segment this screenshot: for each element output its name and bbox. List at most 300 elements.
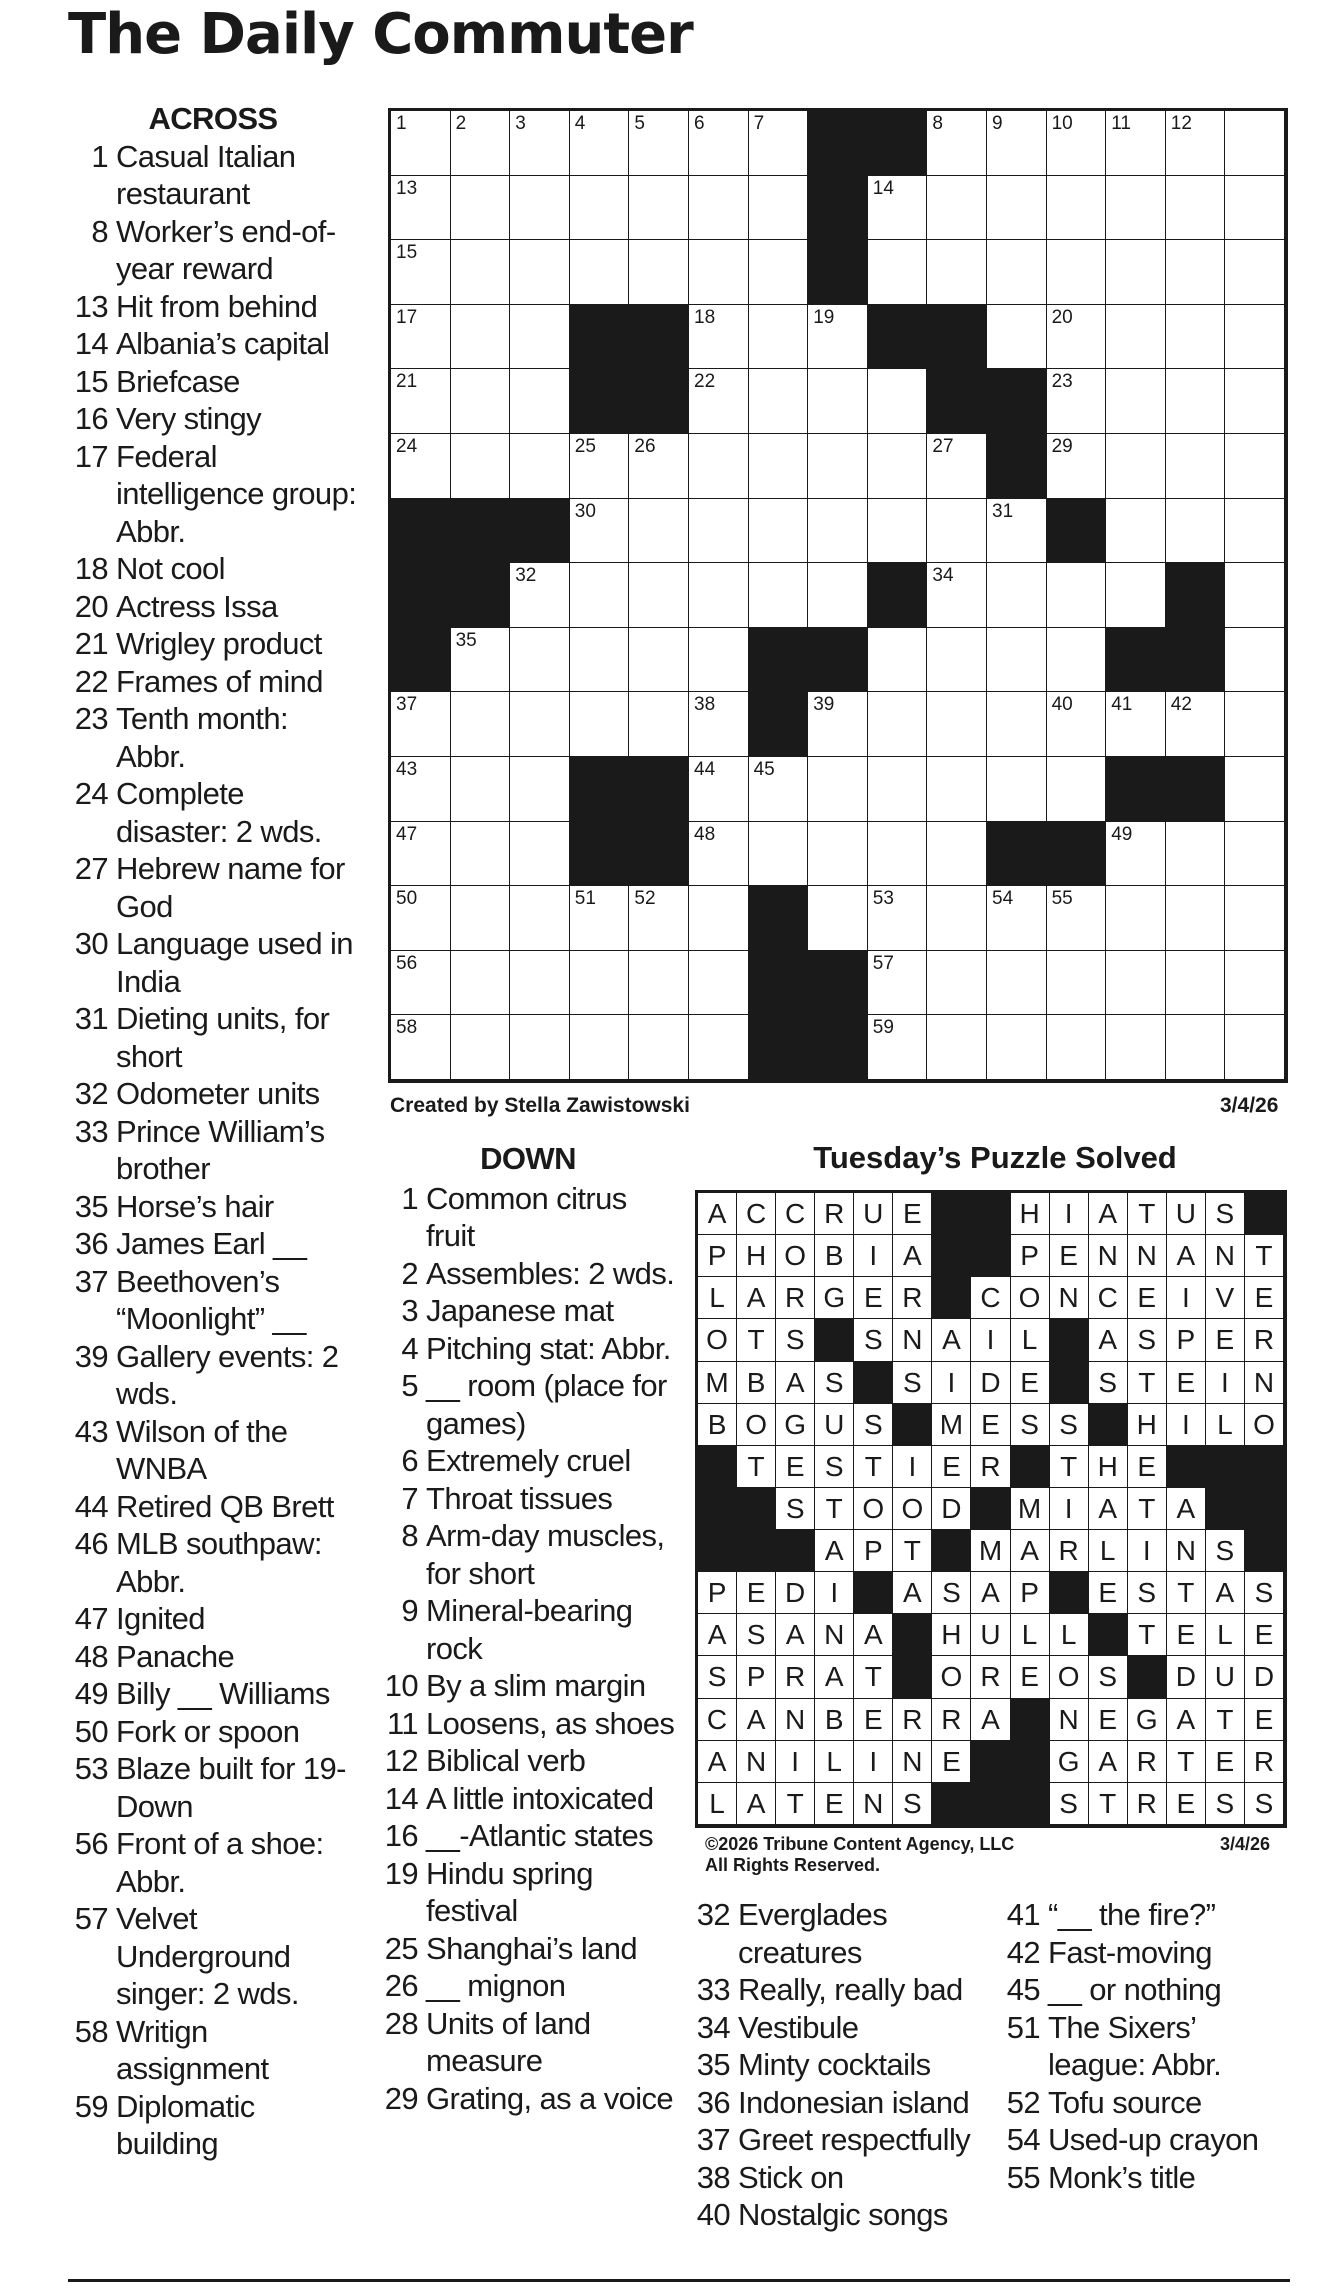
grid-cell[interactable]: [570, 563, 630, 628]
grid-cell[interactable]: [987, 240, 1047, 305]
grid-cell[interactable]: [629, 951, 689, 1016]
grid-cell[interactable]: [451, 176, 511, 241]
grid-cell[interactable]: [1225, 305, 1285, 370]
solved-cell: A: [1167, 1488, 1206, 1530]
grid-cell[interactable]: [927, 886, 987, 951]
grid-block: [510, 499, 570, 564]
clue-number: 14: [74, 326, 108, 361]
grid-cell[interactable]: [689, 434, 749, 499]
grid-cell[interactable]: [868, 822, 928, 887]
solved-cell: I: [854, 1235, 893, 1277]
clue-text: Used-up crayon: [1048, 2122, 1259, 2157]
grid-cell[interactable]: [868, 951, 928, 1016]
grid-cell[interactable]: [391, 757, 451, 822]
grid-cell[interactable]: [570, 886, 630, 951]
grid-cell[interactable]: [1047, 692, 1107, 757]
grid-cell[interactable]: [868, 692, 928, 757]
grid-cell[interactable]: [510, 240, 570, 305]
grid-cell[interactable]: [1225, 628, 1285, 693]
grid-cell[interactable]: [510, 886, 570, 951]
solved-cell: B: [698, 1404, 737, 1446]
grid-cell[interactable]: [629, 499, 689, 564]
solved-cell: T: [776, 1783, 815, 1825]
clue-number: 9: [401, 1593, 418, 1628]
grid-cell[interactable]: [391, 822, 451, 887]
clue-text: Common citrus fruit: [426, 1180, 627, 1253]
grid-cell[interactable]: [1166, 434, 1226, 499]
grid-cell[interactable]: [1166, 822, 1226, 887]
grid-cell[interactable]: [749, 563, 809, 628]
solved-cell: L: [1206, 1404, 1245, 1446]
grid-cell[interactable]: [510, 951, 570, 1016]
grid-cell[interactable]: [1106, 692, 1166, 757]
grid-cell[interactable]: [1106, 886, 1166, 951]
grid-cell[interactable]: [570, 240, 630, 305]
solved-block: [1245, 1193, 1284, 1235]
clue-item: [998, 1971, 1298, 2009]
solved-cell: A: [971, 1572, 1010, 1614]
grid-cell[interactable]: [987, 499, 1047, 564]
solved-cell: G: [1050, 1741, 1089, 1783]
grid-cell[interactable]: [451, 628, 511, 693]
grid-cell[interactable]: [1225, 886, 1285, 951]
grid-cell[interactable]: [391, 240, 451, 305]
grid-cell[interactable]: [1225, 240, 1285, 305]
grid-cell[interactable]: [927, 499, 987, 564]
grid-cell[interactable]: [868, 369, 928, 434]
grid-cell[interactable]: [629, 434, 689, 499]
solved-cell: S: [1128, 1319, 1167, 1361]
clue-text: Federal intelligence group: Abbr.: [116, 438, 357, 549]
grid-cell[interactable]: [629, 1015, 689, 1080]
grid-block: [808, 176, 868, 241]
grid-cell[interactable]: [1047, 628, 1107, 693]
grid-cell[interactable]: [1166, 369, 1226, 434]
grid-cell[interactable]: [1225, 176, 1285, 241]
solved-block: [932, 1193, 971, 1235]
grid-cell[interactable]: [868, 628, 928, 693]
solved-block: [932, 1235, 971, 1277]
cell-number: 29: [1051, 436, 1073, 457]
grid-cell[interactable]: [1225, 563, 1285, 628]
grid-cell[interactable]: [1225, 692, 1285, 757]
grid-cell[interactable]: [689, 1015, 749, 1080]
grid-cell[interactable]: [1047, 886, 1107, 951]
grid-cell[interactable]: [1047, 176, 1107, 241]
cell-number: 18: [694, 306, 716, 328]
grid-cell[interactable]: [570, 499, 630, 564]
grid-cell[interactable]: [570, 176, 630, 241]
grid-cell[interactable]: [689, 692, 749, 757]
solved-cell: A: [1206, 1572, 1245, 1614]
grid-cell[interactable]: [451, 822, 511, 887]
grid-cell[interactable]: [689, 499, 749, 564]
clue-item: [688, 2046, 988, 2084]
clue-number: 16: [384, 1818, 418, 1853]
grid-cell[interactable]: [570, 951, 630, 1016]
cell-number: 27: [932, 436, 954, 457]
solved-cell: R: [776, 1656, 815, 1698]
grid-cell[interactable]: [451, 369, 511, 434]
puzzle-credit: Created by Stella Zawistowski: [390, 1094, 690, 1117]
grid-cell[interactable]: [689, 628, 749, 693]
grid-cell[interactable]: [570, 111, 630, 176]
grid-cell[interactable]: [391, 692, 451, 757]
grid-cell[interactable]: [689, 951, 749, 1016]
clue-item: [68, 1750, 358, 1825]
solved-cell: B: [737, 1362, 776, 1404]
cell-number: 15: [396, 242, 418, 264]
grid-cell[interactable]: [1106, 305, 1166, 370]
grid-cell[interactable]: [1047, 111, 1107, 176]
grid-cell[interactable]: [570, 628, 630, 693]
grid-cell[interactable]: [749, 499, 809, 564]
bottom-rule: [68, 2279, 1290, 2282]
clue-number: 25: [384, 1930, 418, 1966]
grid-cell[interactable]: [749, 757, 809, 822]
grid-cell[interactable]: [927, 563, 987, 628]
grid-cell[interactable]: [391, 369, 451, 434]
grid-cell[interactable]: [689, 757, 749, 822]
grid-cell[interactable]: [987, 111, 1047, 176]
grid-cell[interactable]: [1166, 951, 1226, 1016]
grid-cell[interactable]: [451, 886, 511, 951]
solved-block: [1011, 1446, 1050, 1488]
grid-cell[interactable]: [927, 434, 987, 499]
solved-grid: [695, 1190, 1287, 1828]
grid-cell[interactable]: [510, 369, 570, 434]
grid-cell[interactable]: [510, 111, 570, 176]
grid-cell[interactable]: [1225, 499, 1285, 564]
grid-cell[interactable]: [927, 692, 987, 757]
grid-cell[interactable]: [987, 305, 1047, 370]
solved-cell: S: [1245, 1572, 1284, 1614]
grid-cell[interactable]: [808, 886, 868, 951]
grid-cell[interactable]: [629, 886, 689, 951]
grid-cell[interactable]: [1047, 951, 1107, 1016]
solved-cell: A: [1089, 1319, 1128, 1361]
clue-text: Beethoven’s “Moonlight” __: [116, 1263, 306, 1336]
solved-cell: I: [1167, 1277, 1206, 1319]
solved-cell: O: [698, 1319, 737, 1361]
solved-cell: S: [776, 1319, 815, 1361]
cell-number: 45: [753, 759, 775, 780]
grid-cell[interactable]: [927, 628, 987, 693]
grid-cell[interactable]: [749, 434, 809, 499]
solved-block: [776, 1530, 815, 1572]
clue-text: Units of land measure: [426, 2005, 591, 2078]
clue-text: Nostalgic songs: [738, 2197, 948, 2232]
grid-cell[interactable]: [1047, 434, 1107, 499]
grid-cell[interactable]: [1225, 1015, 1285, 1080]
grid-cell[interactable]: [927, 111, 987, 176]
solved-cell: R: [1245, 1741, 1284, 1783]
grid-cell[interactable]: [510, 692, 570, 757]
grid-block: [808, 951, 868, 1016]
grid-cell[interactable]: [629, 111, 689, 176]
grid-cell[interactable]: [689, 111, 749, 176]
grid-cell[interactable]: [808, 822, 868, 887]
grid-cell[interactable]: [1166, 176, 1226, 241]
clue-item: [378, 1480, 678, 1518]
grid-cell[interactable]: [1166, 1015, 1226, 1080]
grid-cell[interactable]: [510, 563, 570, 628]
cell-number: 50: [396, 888, 418, 910]
grid-cell[interactable]: [987, 628, 1047, 693]
clue-number: 54: [1006, 2122, 1040, 2157]
solved-cell: M: [932, 1404, 971, 1446]
grid-cell[interactable]: [808, 499, 868, 564]
grid-cell[interactable]: [689, 886, 749, 951]
solved-date: 3/4/26: [1220, 1834, 1271, 1854]
solved-cell: R: [932, 1699, 971, 1741]
grid-cell[interactable]: [451, 692, 511, 757]
cell-number: 56: [396, 952, 418, 974]
grid-cell[interactable]: [1106, 176, 1166, 241]
solved-cell: C: [776, 1193, 815, 1235]
grid-block: [629, 757, 689, 822]
solved-cell: E: [1206, 1741, 1245, 1783]
grid-cell[interactable]: [629, 628, 689, 693]
grid-cell[interactable]: [749, 240, 809, 305]
solved-cell: U: [1206, 1656, 1245, 1698]
grid-cell[interactable]: [987, 1015, 1047, 1080]
grid-cell[interactable]: [927, 176, 987, 241]
solved-cell: P: [1167, 1319, 1206, 1361]
grid-cell[interactable]: [1106, 369, 1166, 434]
solved-block: [698, 1488, 737, 1530]
grid-cell[interactable]: [1166, 111, 1226, 176]
solved-cell: U: [971, 1614, 1010, 1656]
clue-item: [378, 1930, 678, 1968]
grid-cell[interactable]: [1106, 1015, 1166, 1080]
grid-cell[interactable]: [1166, 499, 1226, 564]
solved-cell: T: [893, 1530, 932, 1572]
solved-cell: L: [815, 1741, 854, 1783]
solved-cell: S: [854, 1319, 893, 1361]
clue-text: __-Atlantic states: [426, 1818, 653, 1853]
clue-number: 37: [74, 1263, 108, 1299]
grid-block: [570, 757, 630, 822]
grid-cell[interactable]: [868, 499, 928, 564]
grid-cell[interactable]: [1047, 369, 1107, 434]
grid-cell[interactable]: [391, 886, 451, 951]
clue-item: [998, 2084, 1298, 2122]
solved-block: [1050, 1319, 1089, 1361]
grid-cell[interactable]: [451, 111, 511, 176]
grid-cell[interactable]: [1047, 305, 1107, 370]
grid-cell[interactable]: [808, 563, 868, 628]
grid-cell[interactable]: [927, 951, 987, 1016]
solved-cell: A: [1089, 1741, 1128, 1783]
solved-cell: T: [1167, 1741, 1206, 1783]
grid-cell[interactable]: [868, 1015, 928, 1080]
grid-cell[interactable]: [510, 628, 570, 693]
grid-cell[interactable]: [1106, 499, 1166, 564]
solved-block: [815, 1319, 854, 1361]
grid-cell[interactable]: [1225, 111, 1285, 176]
cell-number: 1: [396, 113, 407, 134]
grid-block: [987, 369, 1047, 434]
grid-cell[interactable]: [927, 757, 987, 822]
cell-number: 49: [1111, 823, 1133, 845]
grid-cell[interactable]: [749, 111, 809, 176]
grid-cell[interactable]: [927, 240, 987, 305]
grid-cell[interactable]: [1106, 240, 1166, 305]
grid-cell[interactable]: [987, 563, 1047, 628]
solved-cell: N: [1167, 1530, 1206, 1572]
grid-cell[interactable]: [570, 1015, 630, 1080]
down-clues: [378, 1140, 678, 2117]
grid-cell[interactable]: [1225, 951, 1285, 1016]
grid-cell[interactable]: [1166, 240, 1226, 305]
grid-cell[interactable]: [570, 692, 630, 757]
grid-cell[interactable]: [749, 822, 809, 887]
clue-item: [68, 1713, 358, 1751]
solved-cell: S: [1011, 1404, 1050, 1446]
grid-cell[interactable]: [987, 757, 1047, 822]
grid-cell[interactable]: [689, 305, 749, 370]
grid-cell[interactable]: [808, 757, 868, 822]
grid-cell[interactable]: [451, 305, 511, 370]
solved-cell: M: [698, 1362, 737, 1404]
grid-cell[interactable]: [1225, 369, 1285, 434]
grid-cell[interactable]: [868, 434, 928, 499]
cell-number: 52: [634, 888, 656, 910]
copyright-line-2: All Rights Reserved.: [705, 1855, 881, 1875]
grid-cell[interactable]: [391, 434, 451, 499]
grid-cell[interactable]: [987, 951, 1047, 1016]
grid-cell[interactable]: [808, 692, 868, 757]
grid-cell[interactable]: [749, 305, 809, 370]
grid-cell[interactable]: [391, 951, 451, 1016]
puzzle-date: 3/4/26: [1220, 1094, 1279, 1117]
grid-cell[interactable]: [987, 176, 1047, 241]
solved-cell: H: [1011, 1193, 1050, 1235]
solved-cell: I: [815, 1572, 854, 1614]
grid-cell[interactable]: [868, 176, 928, 241]
grid-cell[interactable]: [1166, 886, 1226, 951]
grid-cell[interactable]: [689, 563, 749, 628]
grid-cell[interactable]: [451, 1015, 511, 1080]
cell-number: 6: [694, 113, 705, 134]
solved-cell: S: [698, 1656, 737, 1698]
grid-cell[interactable]: [570, 434, 630, 499]
clue-text: MLB southpaw: Abbr.: [116, 1526, 322, 1599]
grid-cell[interactable]: [868, 240, 928, 305]
grid-cell[interactable]: [689, 240, 749, 305]
grid-cell[interactable]: [1225, 757, 1285, 822]
grid-cell[interactable]: [1106, 951, 1166, 1016]
clue-text: Gallery events: 2 wds.: [116, 1338, 339, 1411]
grid-cell[interactable]: [808, 369, 868, 434]
grid-cell[interactable]: [1106, 111, 1166, 176]
clue-number: 51: [1006, 2009, 1040, 2045]
grid-cell[interactable]: [629, 692, 689, 757]
grid-cell[interactable]: [510, 176, 570, 241]
grid-cell[interactable]: [1166, 305, 1226, 370]
solved-cell: T: [1245, 1235, 1284, 1277]
clue-text: Grating, as a voice: [426, 2080, 674, 2116]
grid-cell[interactable]: [927, 822, 987, 887]
grid-cell[interactable]: [987, 886, 1047, 951]
grid-cell[interactable]: [510, 305, 570, 370]
solved-cell: T: [854, 1446, 893, 1488]
solved-block: [737, 1488, 776, 1530]
grid-cell[interactable]: [808, 434, 868, 499]
grid-block: [749, 628, 809, 693]
cell-number: 11: [1111, 113, 1131, 134]
grid-cell[interactable]: [510, 822, 570, 887]
cell-number: 17: [396, 306, 418, 328]
grid-cell[interactable]: [391, 1015, 451, 1080]
grid-cell[interactable]: [868, 757, 928, 822]
grid-cell[interactable]: [391, 111, 451, 176]
clue-text: Pitching stat: Abbr.: [426, 1330, 671, 1366]
grid-cell[interactable]: [1047, 757, 1107, 822]
down-heading: DOWN: [480, 1141, 576, 1176]
grid-cell[interactable]: [451, 434, 511, 499]
grid-cell[interactable]: [1225, 822, 1285, 887]
grid-cell[interactable]: [629, 563, 689, 628]
grid-cell[interactable]: [808, 305, 868, 370]
solved-cell: G: [1128, 1699, 1167, 1741]
clue-item: [68, 1075, 358, 1113]
grid-cell[interactable]: [451, 757, 511, 822]
grid-cell[interactable]: [1047, 240, 1107, 305]
clue-text: Wrigley product: [116, 626, 322, 661]
grid-block: [629, 822, 689, 887]
grid-cell[interactable]: [1166, 692, 1226, 757]
solved-cell: A: [1089, 1193, 1128, 1235]
grid-block: [570, 369, 630, 434]
grid-cell[interactable]: [1047, 1015, 1107, 1080]
grid-cell[interactable]: [510, 434, 570, 499]
grid-cell[interactable]: [510, 757, 570, 822]
clue-item: [68, 400, 358, 438]
grid-cell[interactable]: [1106, 563, 1166, 628]
solved-cell: P: [1011, 1235, 1050, 1277]
cell-number: 32: [515, 565, 537, 587]
grid-cell[interactable]: [1106, 822, 1166, 887]
solved-cell: T: [1089, 1783, 1128, 1825]
grid-cell[interactable]: [689, 822, 749, 887]
grid-cell[interactable]: [689, 369, 749, 434]
grid-cell[interactable]: [689, 176, 749, 241]
solved-cell: O: [854, 1488, 893, 1530]
grid-cell[interactable]: [749, 176, 809, 241]
grid-cell[interactable]: [451, 240, 511, 305]
clue-number: 33: [696, 1972, 730, 2007]
grid-cell[interactable]: [868, 886, 928, 951]
clue-number: 13: [74, 288, 108, 324]
grid-cell[interactable]: [1047, 563, 1107, 628]
grid-cell[interactable]: [629, 176, 689, 241]
grid-cell[interactable]: [987, 692, 1047, 757]
clue-text: By a slim margin: [426, 1668, 646, 1703]
grid-cell[interactable]: [629, 240, 689, 305]
grid-cell[interactable]: [391, 176, 451, 241]
clue-number: 36: [74, 1226, 108, 1261]
grid-cell[interactable]: [391, 305, 451, 370]
grid-cell[interactable]: [510, 1015, 570, 1080]
grid-cell[interactable]: [749, 369, 809, 434]
grid-cell[interactable]: [927, 1015, 987, 1080]
grid-cell[interactable]: [1225, 434, 1285, 499]
grid-cell[interactable]: [451, 951, 511, 1016]
solved-block: [1011, 1783, 1050, 1825]
grid-cell[interactable]: [1106, 434, 1166, 499]
